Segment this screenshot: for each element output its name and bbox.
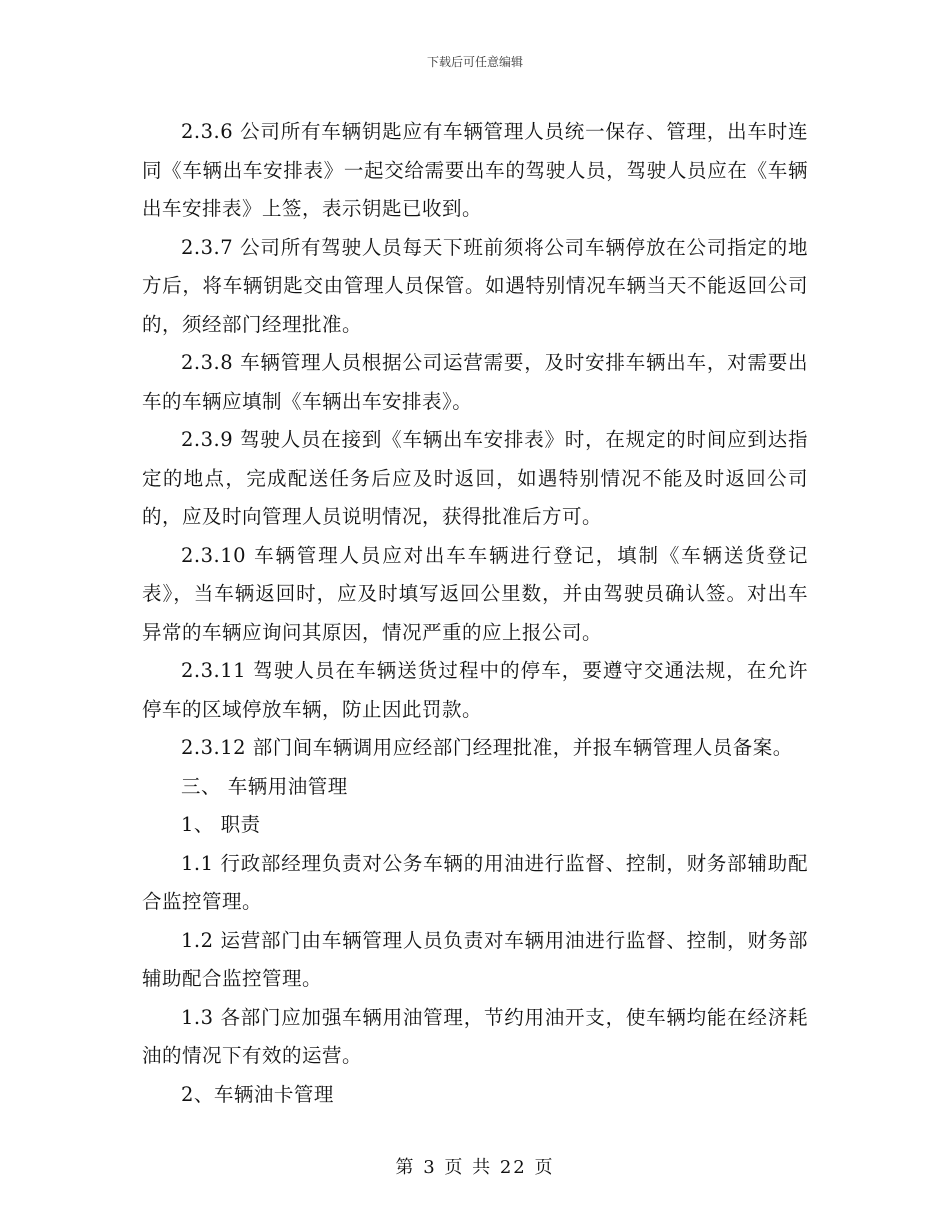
- paragraph-2-3-12: 2.3.12 部门间车辆调用应经部门经理批准，并报车辆管理人员备案。: [181, 736, 793, 759]
- paragraph-2-3-8: 2.3.8 车辆管理人员根据公司运营需要，及时安排车辆出车，对需要出车的车辆应填制《车辆出车安排表》。: [142, 351, 808, 413]
- section-heading-fuel-management: 三、 车辆用油管理: [181, 774, 348, 798]
- paragraph-2-3-7: 2.3.7 公司所有驾驶人员每天下班前须将公司车辆停放在公司指定的地方后，将车辆钥匙交由管理人员保管。如遇特别情况车辆当天不能返回公司的，须经部门经理批准。: [142, 235, 808, 336]
- paragraph-1-1: 1.1 行政部经理负责对公务车辆的用油进行监督、控制，财务部辅助配合监控管理。: [142, 851, 808, 913]
- paragraph-1-2: 1.2 运营部门由车辆管理人员负责对车辆用油进行监督、控制，财务部辅助配合监控管理。: [142, 928, 808, 990]
- paragraph-1-3: 1.3 各部门应加强车辆用油管理，节约用油开支，使车辆均能在经济耗油的情况下有效的运营。: [142, 1005, 808, 1067]
- page-header: 下载后可任意编辑: [426, 55, 523, 69]
- subheading-fuel-card-management: 2、车辆油卡管理: [181, 1082, 334, 1106]
- subheading-responsibilities: 1、 职责: [181, 813, 261, 836]
- page-number: 第 3 页 共 22 页: [395, 1157, 555, 1178]
- paragraph-2-3-10: 2.3.10 车辆管理人员应对出车车辆进行登记，填制《车辆送货登记表》，当车辆返回时，应及时填写返回公里数，并由驾驶员确认签。对出车异常的车辆应询问其原因，情况严重的应上报公司。: [142, 543, 808, 644]
- paragraph-2-3-6: 2.3.6 公司所有车辆钥匙应有车辆管理人员统一保存、管理，出车时连同《车辆出车安排表》一起交给需要出车的驾驶人员，驾驶人员应在《车辆出车安排表》上签，表示钥匙已收到。: [142, 120, 808, 220]
- paragraph-2-3-11: 2.3.11 驾驶人员在车辆送货过程中的停车，要遵守交通法规，在允许停车的区域停放车辆，防止因此罚款。: [142, 659, 808, 721]
- document-body: [142, 113, 808, 1114]
- paragraph-2-3-9: 2.3.9 驾驶人员在接到《车辆出车安排表》时，在规定的时间应到达指定的地点，完成配送任务后应及时返回，如遇特别情况不能及时返回公司的，应及时向管理人员说明情况，获得批准后方可。: [142, 428, 808, 528]
